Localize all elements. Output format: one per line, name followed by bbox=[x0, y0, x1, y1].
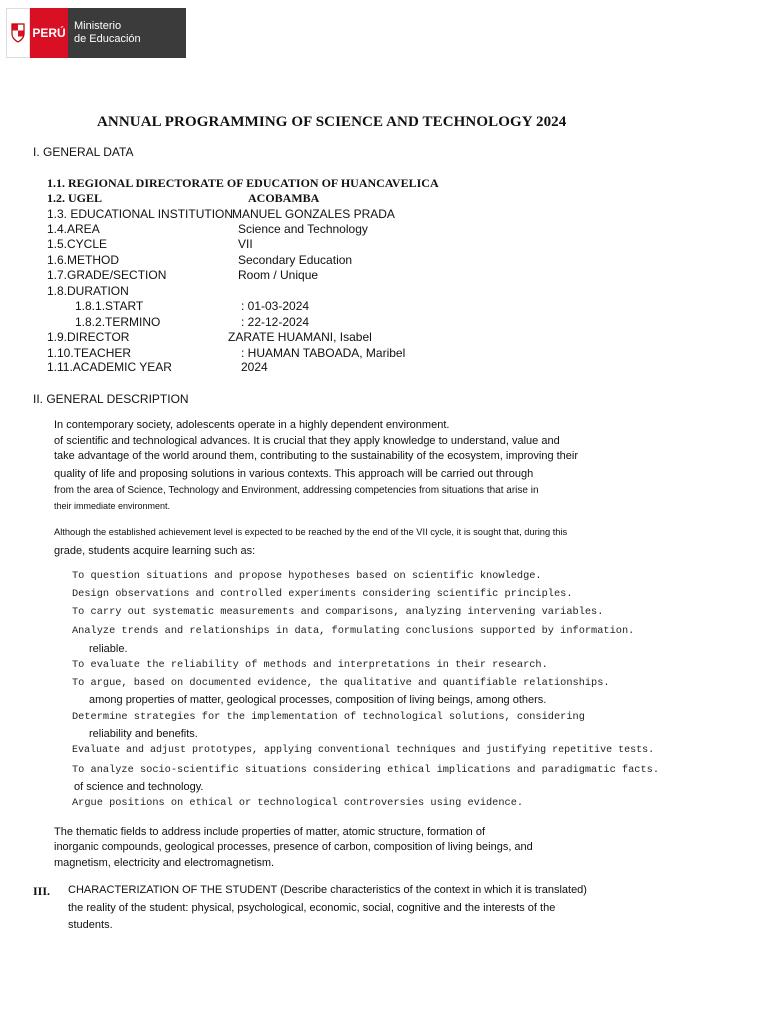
list-item-continuation: reliable. bbox=[89, 643, 128, 655]
para1-line-2: of scientific and technological advances. It is crucial that they apply knowledge to understand, value and bbox=[54, 435, 560, 447]
row-1-10-label: 1.10.TEACHER bbox=[47, 346, 132, 360]
list-item: To analyze socio-scientific situations considering ethical implications and paradigmatic facts. bbox=[72, 764, 660, 776]
row-1-6-value: Secondary Education bbox=[238, 253, 353, 267]
logo-ministry bbox=[68, 8, 186, 58]
row-1-3-label: 1.3. EDUCATIONAL INSTITUTION bbox=[47, 207, 234, 221]
list-item: Evaluate and adjust prototypes, applying conventional techniques and justifying repetitive tests. bbox=[72, 745, 655, 756]
row-1-2-label: 1.2. UGEL bbox=[47, 191, 103, 205]
row-1-2-value: ACOBAMBA bbox=[248, 191, 320, 205]
logo-ministry-line1: Ministerio bbox=[74, 20, 122, 32]
list-item: Design observations and controlled experiments considering scientific principles. bbox=[72, 588, 573, 600]
row-1-8-2-label: 1.8.2.TERMINO bbox=[75, 315, 161, 329]
row-1-1-label: 1.1. REGIONAL DIRECTORATE OF EDUCATION OF HUANCAVELICA bbox=[47, 176, 439, 190]
coat-of-arms-icon bbox=[6, 8, 30, 58]
row-1-5-label: 1.5.CYCLE bbox=[47, 237, 108, 251]
row-1-10-value: : HUAMAN TABOADA, Maribel bbox=[241, 346, 406, 360]
row-1-7-value: Room / Unique bbox=[238, 268, 319, 282]
list-item: Argue positions on ethical or technological controversies using evidence. bbox=[72, 797, 524, 809]
list-item: To argue, based on documented evidence, the qualitative and quantifiable relationships. bbox=[72, 677, 610, 689]
para1-line-1: In contemporary society, adolescents operate in a highly dependent environment. bbox=[54, 419, 450, 431]
document-title: ANNUAL PROGRAMMING OF SCIENCE AND TECHNOLOGY 2024 bbox=[97, 114, 567, 130]
row-1-6-label: 1.6.METHOD bbox=[47, 253, 120, 267]
row-1-11-value: 2024 bbox=[241, 360, 268, 374]
para2-line-1: Although the established achievement level is expected to be reached by the end of the VII cycle, it is sought that, during this bbox=[54, 527, 568, 537]
para3-line-3: magnetism, electricity and electromagnetism. bbox=[54, 857, 275, 869]
para1-line-6: their immediate environment. bbox=[54, 501, 171, 511]
section-1-heading: I. GENERAL DATA bbox=[33, 145, 134, 159]
list-item-continuation: reliability and benefits. bbox=[89, 728, 198, 740]
section-3-line-1: CHARACTERIZATION OF THE STUDENT (Describe characteristics of the context in which it is translated) bbox=[68, 884, 587, 896]
row-1-8-1-label: 1.8.1.START bbox=[75, 299, 144, 313]
para1-line-4: quality of life and proposing solutions in various contexts. This approach will be carried out through bbox=[54, 468, 534, 480]
list-item: To carry out systematic measurements and comparisons, analyzing intervening variables. bbox=[72, 606, 604, 618]
row-1-9-label: 1.9.DIRECTOR bbox=[47, 330, 130, 344]
logo-ministry-line2: de Educación bbox=[74, 33, 141, 45]
row-1-11-label: 1.11.ACADEMIC YEAR bbox=[47, 360, 172, 374]
para1-line-5: from the area of Science, Technology and Environment, addressing competencies from situations that arise in bbox=[54, 485, 539, 496]
section-3-number: III. bbox=[33, 884, 51, 898]
list-item-continuation: among properties of matter, geological processes, composition of living beings, among others. bbox=[89, 694, 547, 706]
list-item: Determine strategies for the implementation of technological solutions, considering bbox=[72, 711, 585, 723]
section-3-line-3: students. bbox=[68, 919, 113, 931]
row-1-4-value: Science and Technology bbox=[238, 222, 368, 236]
para1-line-3: take advantage of the world around them, contributing to the sustainability of the ecosystem, improving their bbox=[54, 450, 579, 462]
list-item: To evaluate the reliability of methods and interpretations in their research. bbox=[72, 659, 548, 671]
section-3-line-2: the reality of the student: physical, psychological, economic, social, cognitive and the interests of the bbox=[68, 902, 556, 914]
row-1-9-value: ZARATE HUAMANI, Isabel bbox=[228, 330, 372, 344]
para3-line-2: inorganic compounds, geological processes, presence of carbon, composition of living beings, and bbox=[54, 841, 533, 853]
para3-line-1: The thematic fields to address include properties of matter, atomic structure, formation of bbox=[54, 826, 486, 838]
list-item: To question situations and propose hypotheses based on scientific knowledge. bbox=[72, 570, 542, 582]
row-1-8-2-value: : 22-12-2024 bbox=[241, 315, 310, 329]
section-2-heading: II. GENERAL DESCRIPTION bbox=[33, 392, 189, 406]
row-1-8-1-value: : 01-03-2024 bbox=[241, 299, 310, 313]
ministry-logo bbox=[6, 8, 186, 58]
para2-line-2: grade, students acquire learning such as: bbox=[54, 545, 256, 557]
row-1-3-value: MANUEL GONZALES PRADA bbox=[232, 207, 395, 221]
logo-country: PERÚ bbox=[30, 8, 68, 58]
row-1-8-label: 1.8.DURATION bbox=[47, 284, 129, 298]
row-1-5-value: VII bbox=[238, 237, 253, 251]
list-item: Analyze trends and relationships in data, formulating conclusions supported by information. bbox=[72, 625, 635, 637]
list-item-continuation: of science and technology. bbox=[74, 781, 204, 793]
row-1-7-label: 1.7.GRADE/SECTION bbox=[47, 268, 167, 282]
row-1-4-label: 1.4.AREA bbox=[47, 222, 100, 236]
